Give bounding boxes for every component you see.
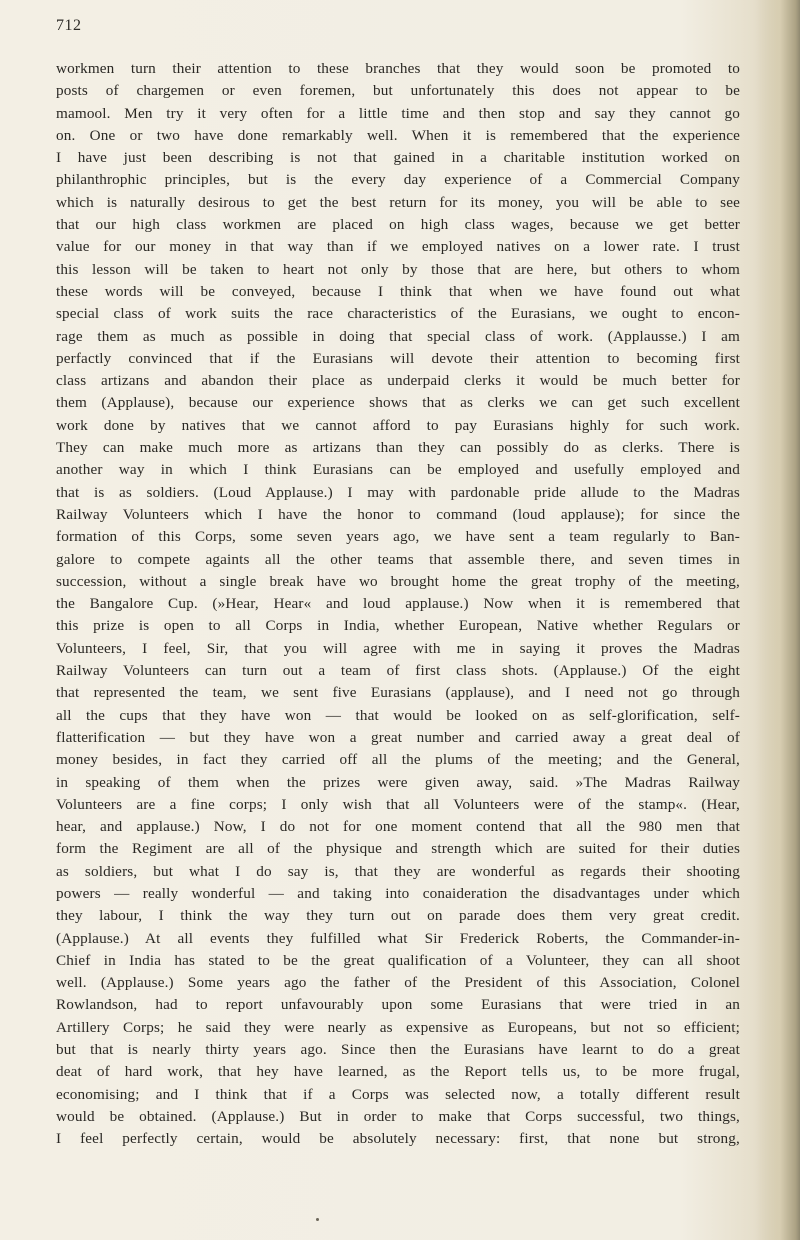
text-line: Volunteers are a fine corps; I only wish that all Volunteers were of the stamp«. (Hear,	[56, 795, 740, 813]
text-line: succession, without a single break have wo brought home the great trophy of the meeting,	[56, 572, 740, 590]
text-line: but that is nearly thirty years ago. Since then the Eurasians have learnt to do a great	[56, 1041, 740, 1059]
text-line: that our high class workmen are placed on high class wages, because we get better	[56, 216, 740, 234]
text-line: hear, and applause.) Now, I do not for one moment contend that all the 980 men that	[56, 818, 740, 836]
text-line: flatterification — but they have won a great number and carried away a great deal of	[56, 728, 740, 746]
text-line: formation of this Corps, some seven years ago, we have sent a team regularly to Ban-	[56, 528, 740, 546]
text-line: Volunteers, I feel, Sir, that you will agree with me in saying it proves the Madras	[56, 639, 740, 657]
text-line: another way in which I think Eurasians can be employed and usefully employed and	[56, 461, 740, 479]
text-line: this prize is open to all Corps in India, whether European, Native whether Regulars or	[56, 617, 740, 635]
text-line: I feel perfectly certain, would be absolutely necessary: first, that none but strong,	[56, 1130, 740, 1148]
text-line: money besides, in fact they carried off all the plums of the meeting; and the General,	[56, 751, 740, 769]
text-line: work done by natives that we cannot afford to pay Eurasians highly for such work.	[56, 416, 740, 434]
text-line: class artizans and abandon their place as underpaid clerks it would be much better for	[56, 372, 740, 390]
text-line: (Applause.) At all events they fulfilled what Sir Frederick Roberts, the Commander-in-	[56, 929, 740, 947]
text-line: mamool. Men try it very often for a little time and then stop and say they cannot go	[56, 104, 740, 122]
text-line: galore to compete againts all the other teams that assemble there, and seven times in	[56, 550, 740, 568]
text-line: which is naturally desirous to get the best return for its money, you will be able to see	[56, 193, 740, 211]
text-line: Rowlandson, had to report unfavourably upon some Eurasians that were tried in an	[56, 996, 740, 1014]
text-line: Railway Volunteers which I have the honor to command (loud applause); for since the	[56, 505, 740, 523]
text-line: form the Regiment are all of the physique and strength which are suited for their duties	[56, 840, 740, 858]
page-number: 712	[56, 17, 82, 34]
text-line: they labour, I think the way they turn out on parade does them very great credit.	[56, 907, 740, 925]
text-line: value for our money in that way than if we employed natives on a lower rate. I trust	[56, 238, 740, 256]
text-line: workmen turn their attention to these branches that they would soon be promoted to	[56, 60, 740, 77]
text-line: deat of hard work, that hey have learned, as the Report tells us, to be more frugal,	[56, 1063, 740, 1081]
text-line: the Bangalore Cup. (»Hear, Hear« and loud applause.) Now when it is remembered that	[56, 595, 740, 613]
text-line: all the cups that they have won — that would be looked on as self-glorification, self-	[56, 706, 740, 724]
text-line: that is as soldiers. (Loud Applause.) I may with pardonable pride allude to the Madras	[56, 483, 740, 501]
text-line: this lesson will be taken to heart not only by those that are here, but others to whom	[56, 260, 740, 278]
text-line: on. One or two have done remarkably well. When it is remembered that the experience	[56, 126, 740, 144]
text-line: rage them as much as possible in doing that special class of work. (Applausse.) I am	[56, 327, 740, 345]
body-text	[56, 58, 740, 1151]
text-line: They can make much more as artizans than they can possibly do as clerks. There is	[56, 439, 740, 457]
text-line: economising; and I think that if a Corps was selected now, a totally different result	[56, 1085, 740, 1103]
text-line: Artillery Corps; he said they were nearly as expensive as Europeans, but not so efficient;	[56, 1018, 740, 1036]
text-line: perfactly convinced that if the Eurasians will devote their attention to becoming first	[56, 349, 740, 367]
ink-speck	[316, 1218, 319, 1221]
text-line: these words will be conveyed, because I think that when we have found out what	[56, 282, 740, 300]
text-line: well. (Applause.) Some years ago the father of the President of this Association, Colonel	[56, 974, 740, 992]
text-line: philanthrophic principles, but is the every day experience of a Commercial Company	[56, 171, 740, 189]
text-line: that represented the team, we sent five Eurasians (applause), and I need not go through	[56, 684, 740, 702]
text-line: posts of chargemen or even foremen, but unfortunately this does not appear to be	[56, 82, 740, 100]
text-line: Railway Volunteers can turn out a team of first class shots. (Applause.) Of the eight	[56, 662, 740, 680]
text-line: powers — really wonderful — and taking into conaideration the disadvantages under which	[56, 884, 740, 902]
text-line: them (Applause), because our experience shows that as clerks we can get such excellent	[56, 394, 740, 412]
text-line: special class of work suits the race characteristics of the Eurasians, we ought to encon-	[56, 305, 740, 323]
text-line: I have just been describing is not that gained in a charitable institution worked on	[56, 149, 740, 167]
text-line: would be obtained. (Applause.) But in order to make that Corps successful, two things,	[56, 1107, 740, 1125]
text-line: in speaking of them when the prizes were given away, said. »The Madras Railway	[56, 773, 740, 791]
text-line: Chief in India has stated to be the great qualification of a Volunteer, they can all shoot	[56, 951, 740, 969]
page-spine-shadow	[756, 0, 800, 1240]
text-line: as soldiers, but what I do say is, that they are wonderful as regards their shooting	[56, 862, 740, 880]
